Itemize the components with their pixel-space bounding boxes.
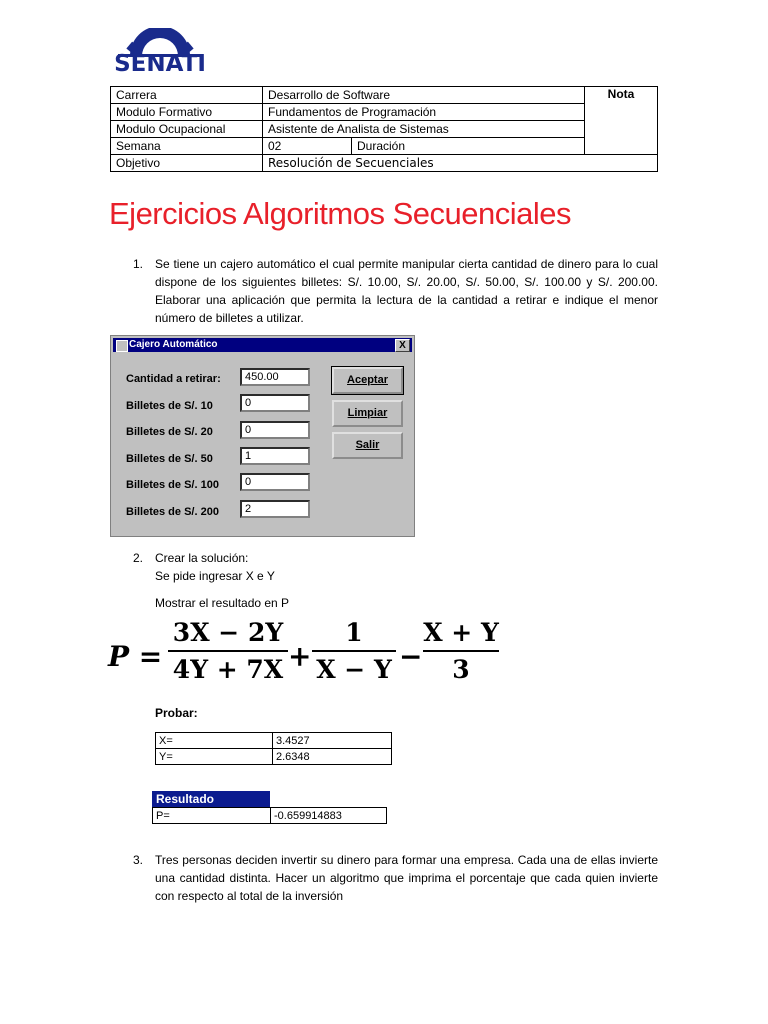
row-label: Semana bbox=[111, 138, 263, 155]
cell-value: -0.659914883 bbox=[271, 808, 387, 824]
table-row bbox=[156, 749, 392, 765]
fraction-3 bbox=[423, 618, 499, 684]
fraction-2 bbox=[312, 618, 396, 684]
dialog-titlebar[interactable] bbox=[113, 338, 412, 352]
row-value: Desarrollo de Software bbox=[263, 87, 585, 104]
accept-label: Aceptar bbox=[347, 374, 388, 386]
nota-cell bbox=[585, 87, 658, 155]
duracion-label: Duración bbox=[352, 138, 585, 155]
row-label: Modulo Formativo bbox=[111, 104, 263, 121]
formula-p bbox=[108, 618, 508, 698]
exercise-number: 3. bbox=[133, 853, 144, 867]
exit-label: Salir bbox=[355, 439, 380, 451]
exercise-text: Se tiene un cajero automático el cual permite manipular cierta cantidad de dinero para lo cual dispone de los siguientes billetes: S/. 10.00, S/. 20.00, S/. 50.00, S/. 100.00 y S/. 200.00. Elaborar una aplicación que permita la lectura de la cantidad a retirar e indique el menor número de billetes a utilizar. bbox=[155, 257, 658, 325]
denominator: X − Y bbox=[316, 655, 392, 684]
table-row bbox=[156, 733, 392, 749]
result-header: Resultado bbox=[152, 791, 270, 807]
numerator: X + Y bbox=[423, 618, 499, 647]
exercise-number: 1. bbox=[133, 257, 144, 271]
amount-input[interactable]: 450.00 bbox=[240, 368, 310, 386]
close-icon[interactable]: X bbox=[395, 339, 410, 352]
exercise-number: 2. bbox=[133, 551, 144, 565]
exit-button[interactable] bbox=[332, 432, 403, 459]
row-value: Fundamentos de Programación bbox=[263, 104, 585, 121]
cell-label: X= bbox=[156, 733, 273, 749]
field-label: Billetes de S/. 200 bbox=[126, 506, 219, 518]
denominator: 3 bbox=[452, 655, 470, 684]
row-label: Carrera bbox=[111, 87, 263, 104]
exercise-line: Mostrar el resultado en P bbox=[155, 596, 290, 610]
row-value: 02 bbox=[263, 138, 352, 155]
senati-logo bbox=[108, 28, 212, 78]
cell-value: 2.6348 bbox=[273, 749, 392, 765]
exercise-line: Crear la solución: bbox=[155, 551, 249, 565]
minus-sign: − bbox=[399, 640, 423, 673]
row-value: Asistente de Analista de Sistemas bbox=[263, 121, 585, 138]
row-label: Modulo Ocupacional bbox=[111, 121, 263, 138]
course-info-table bbox=[110, 86, 658, 172]
exercise-text: Tres personas deciden invertir su dinero para formar una empresa. Cada una de ellas invierte una cantidad distinta. Hacer un algoritmo que imprima el porcentaje que cada quien invierte con respecto al total de la inversión bbox=[155, 853, 658, 903]
plus-sign: + bbox=[288, 640, 312, 673]
bills-10-field[interactable]: 0 bbox=[240, 394, 310, 412]
bills-20-field[interactable]: 0 bbox=[240, 421, 310, 439]
field-label: Billetes de S/. 50 bbox=[126, 453, 213, 465]
field-label: Billetes de S/. 10 bbox=[126, 400, 213, 412]
cell-value: 3.4527 bbox=[273, 733, 392, 749]
table-row bbox=[153, 808, 387, 824]
result-table bbox=[152, 807, 387, 824]
field-label: Cantidad a retirar: bbox=[126, 373, 221, 385]
bills-200-field[interactable]: 2 bbox=[240, 500, 310, 518]
inputs-table bbox=[155, 732, 392, 765]
cell-label: P= bbox=[153, 808, 271, 824]
bills-50-field[interactable]: 1 bbox=[240, 447, 310, 465]
atm-dialog bbox=[110, 335, 415, 537]
numerator: 3X − 2Y bbox=[172, 618, 284, 647]
field-label: Billetes de S/. 100 bbox=[126, 479, 219, 491]
clear-label: Limpiar bbox=[347, 407, 388, 419]
accept-button[interactable] bbox=[332, 367, 403, 394]
page-title: Ejercicios Algoritmos Secuenciales bbox=[109, 196, 571, 231]
numerator: 1 bbox=[345, 618, 363, 647]
denominator: 4Y + 7X bbox=[172, 655, 284, 684]
formula-lhs: P = bbox=[108, 640, 163, 673]
logo-text: SENATI bbox=[114, 51, 206, 77]
row-value: Resolución de Secuenciales bbox=[263, 155, 658, 172]
nota-label: Nota bbox=[607, 87, 635, 101]
probar-label: Probar: bbox=[155, 706, 198, 720]
exercise-line: Se pide ingresar X e Y bbox=[155, 569, 275, 583]
field-label: Billetes de S/. 20 bbox=[126, 426, 213, 438]
cell-label: Y= bbox=[156, 749, 273, 765]
row-label: Objetivo bbox=[111, 155, 263, 172]
window-icon bbox=[116, 340, 128, 352]
clear-button[interactable] bbox=[332, 400, 403, 427]
bills-100-field[interactable]: 0 bbox=[240, 473, 310, 491]
dialog-title: Cajero Automático bbox=[129, 339, 218, 350]
fraction-1 bbox=[168, 618, 288, 684]
